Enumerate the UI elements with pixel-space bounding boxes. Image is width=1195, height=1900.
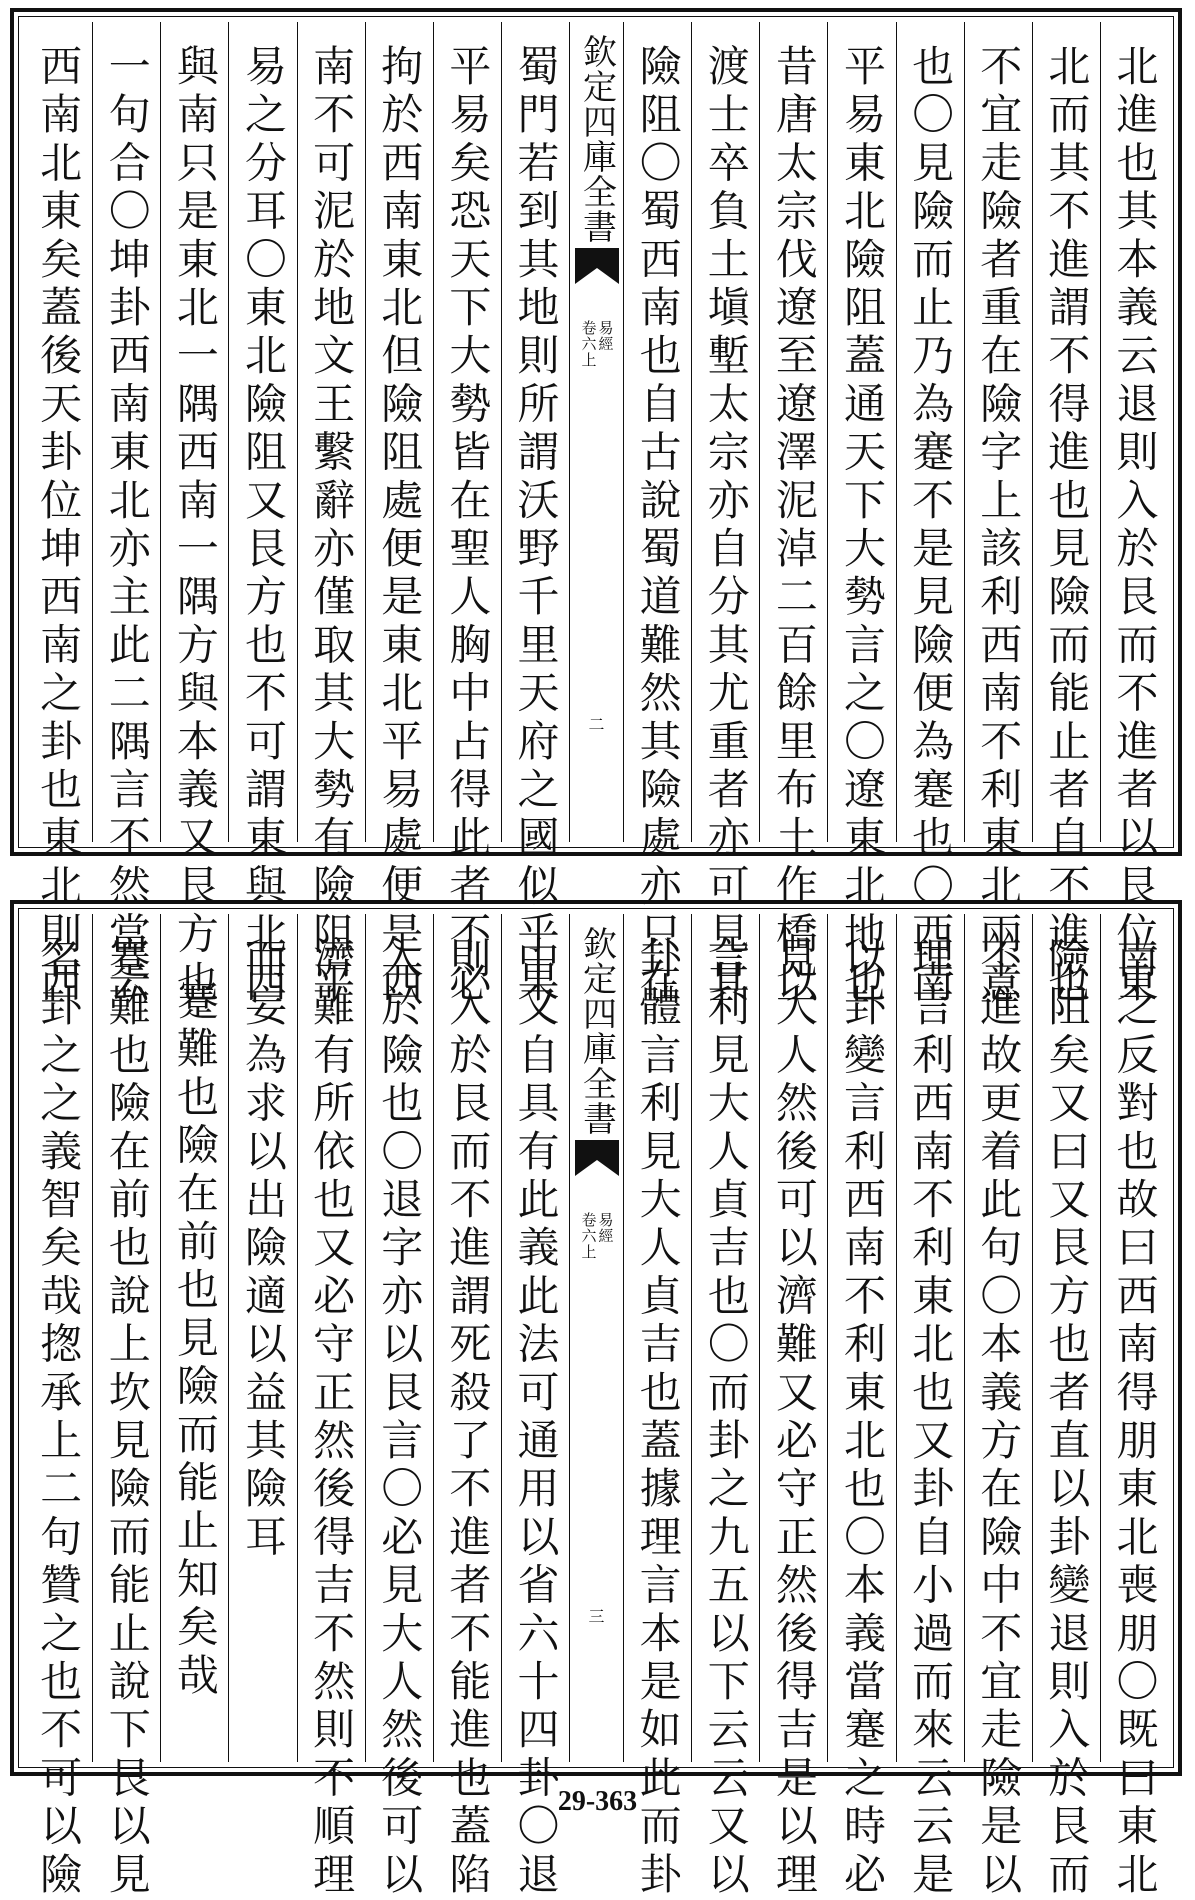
column-text: 渡士卒負土塡塹太宗亦自分其尤重者亦可見其 (701, 44, 751, 1008)
column-text: 濟難有所依也又必守正然後得吉不然則不順理 (307, 936, 357, 1900)
leaf-number: 二 (588, 715, 605, 734)
page-number: 29-363 (557, 1786, 638, 1817)
column-text: 也〇見險而止乃為蹇不是見險便為蹇也〇西南 (906, 44, 956, 1008)
column-text: 言利見大人貞吉也〇而卦之九五以下云云又以 (701, 936, 751, 1900)
column-text: 中又自具有此義此法可通用以省六十四卦〇退 (511, 936, 561, 1900)
text-column (92, 22, 160, 1008)
text-column (1100, 914, 1168, 1900)
text-column (691, 22, 759, 1008)
text-column (297, 914, 365, 1900)
text-column (24, 914, 92, 1900)
column-text: 西南北東矣蓋後天卦位坤西南之卦也東北則西 (34, 44, 84, 1008)
column-text: 名卦之之義智矣哉揔承上二句贊之也不可以險 (34, 936, 84, 1900)
text-column (433, 22, 501, 1008)
column-text: 而妄為求以出險適以益其險耳 (238, 936, 288, 1563)
text-column (964, 22, 1032, 1008)
column-text: 險阻〇蜀西南也自古說蜀道難然其險處亦只在 (633, 44, 683, 1008)
column-text: 見大人然後可以濟難又必守正然後得吉是以理 (769, 936, 819, 1900)
text-column (623, 22, 691, 1008)
text-column (92, 914, 160, 1900)
text-column (896, 914, 964, 1900)
text-column (433, 914, 501, 1900)
fishtail-mark-icon (575, 248, 619, 284)
column-text: 卦體言利見大人貞吉也蓋據理言本是如此而卦 (633, 936, 683, 1900)
folio-page-1 (10, 8, 1182, 1008)
text-column (964, 914, 1032, 1900)
text-column (896, 22, 964, 1008)
column-text: 蹇難也險在前也見險而能止知矣哉 (170, 978, 220, 1701)
column-text: 險阻矣又曰又艮方也者直以卦變退則入於艮而 (1042, 936, 1092, 1900)
center-fold-column (569, 914, 623, 1762)
text-column (1032, 914, 1100, 1900)
column-text: 昔唐太宗伐遼至遼澤泥淖二百餘里布土作橋以 (769, 44, 819, 1008)
column-text: 一句合〇坤卦西南東北亦主此二隅言不然當云 (102, 44, 152, 1008)
chapter-info (581, 320, 613, 368)
fishtail-mark-icon (575, 1140, 619, 1176)
center-fold-column (569, 22, 623, 842)
text-column (160, 914, 228, 1762)
text-column (759, 914, 827, 1900)
column-text: 不宜走險者重在險字上該利西南不利東北兩意 (974, 44, 1024, 1008)
column-text: 北進也其本義云退則入於艮而不進者以艮位東 (1110, 44, 1160, 1008)
column-text: 南不可泥於地文王繫辭亦僅取其大勢有險阻平 (307, 44, 357, 1008)
text-column (24, 22, 92, 1008)
text-column (365, 22, 433, 1008)
text-column (623, 914, 691, 1900)
column-text: 與南只是東北一隅西南一隅方與本義又艮方也 (170, 44, 220, 1008)
book-title: 欽定四庫全書 (576, 34, 617, 244)
column-text: 平易東北險阻蓋通天下大勢言之〇遼東北地也 (837, 44, 887, 1008)
column-text: 北而其不進謂不得進也見險而能止者自不進也 (1042, 44, 1092, 1008)
book-title: 欽定四庫全書 (576, 926, 617, 1136)
column-text: 則入於艮而不進謂死殺了不進者不能進也蓋陷 (443, 936, 493, 1900)
text-column (501, 914, 569, 1900)
column-text: 拘於西南東北但險阻處便是東北平易處便是西 (375, 44, 425, 1008)
column-text: 入於險也〇退字亦以艮言〇必見大人然後可以 (375, 936, 425, 1900)
chapter-volume: 卷六上 (579, 1212, 598, 1260)
text-column (228, 22, 296, 1008)
text-column (827, 914, 895, 1900)
text-column (297, 22, 365, 1008)
text-column (228, 914, 296, 1762)
column-text: 平易矣恐天下大勢皆在聖人胸中占得此者不必 (443, 44, 493, 1008)
chapter-book: 易經 (596, 1212, 615, 1244)
column-text: 以卦變言利西南不利東北也〇本義當蹇之時必 (837, 936, 887, 1900)
text-column (1100, 22, 1168, 1008)
chapter-info (581, 1212, 613, 1260)
column-text: 蜀門若到其地則所謂沃野千里天府之國似乎果 (511, 44, 561, 1008)
leaf-number: 三 (588, 1607, 605, 1626)
column-text: 理言利西南不利東北也又卦自小過而來云云是 (906, 936, 956, 1900)
chapter-volume: 卷六上 (579, 320, 598, 368)
text-column (501, 22, 569, 1008)
text-column (759, 22, 827, 1008)
column-text: 易之分耳〇東北險阻又艮方也不可謂東與北西 (238, 44, 288, 1008)
column-text: 不進故更着此句〇本義方在險中不宜走險是以 (974, 936, 1024, 1900)
text-column (827, 22, 895, 1008)
column-text: 蹇難也險在前也說上坎見險而能止說下艮以見 (102, 936, 152, 1900)
text-column (365, 914, 433, 1900)
text-column (160, 22, 228, 1008)
chapter-book: 易經 (596, 320, 615, 352)
text-column (691, 914, 759, 1900)
column-grid (24, 22, 1168, 1008)
text-column (1032, 22, 1100, 1008)
column-text: 南之反對也故曰西南得朋東北喪朋〇既曰東北 (1110, 936, 1160, 1900)
